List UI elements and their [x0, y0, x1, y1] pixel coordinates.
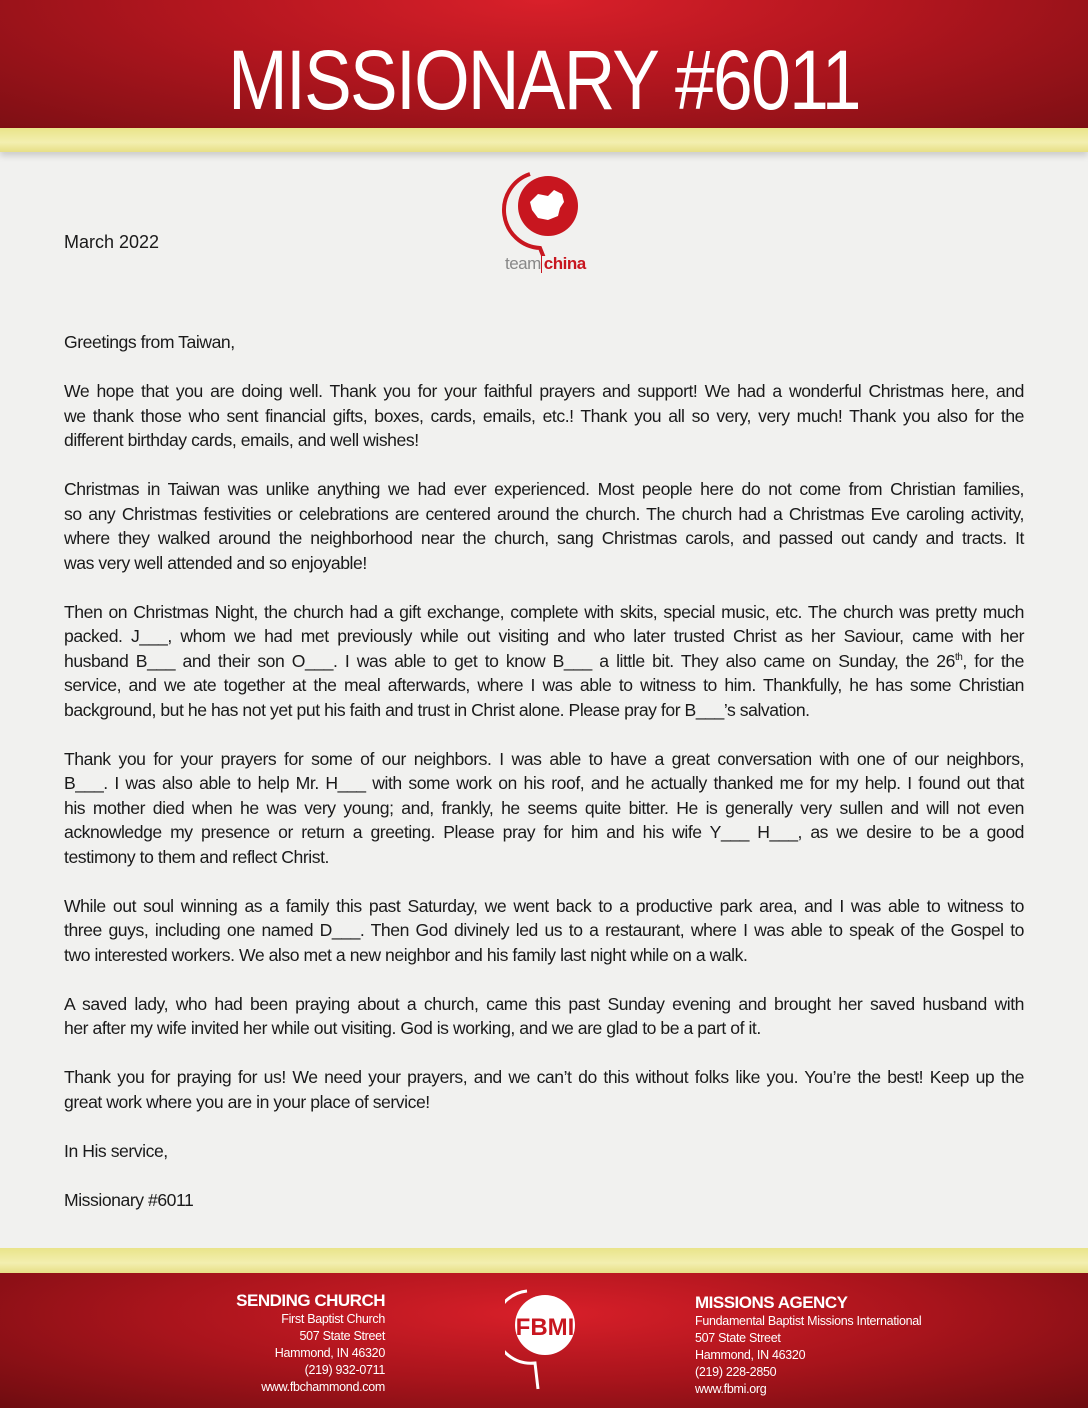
line-text: three guys, including one named D___. Then God divinely led us to a restaurant, where I was able to speak of the Gospel to [64, 920, 1024, 940]
text-line [64, 624, 1024, 649]
line-text: different birthday cards, emails, and well wishes! [64, 430, 419, 450]
line-text: testimony to them and reflect Christ. [64, 846, 329, 867]
line-text: Thank you for praying for us! We need your prayers, and we can’t do this without folks like you. You’re the best! Keep up the [64, 1067, 1024, 1087]
logo-team-text: team [505, 254, 541, 273]
sending-line: (219) 932-0711 [304, 1363, 385, 1377]
globe-pin-icon [500, 166, 592, 256]
line-text: great work where you are in your place of service! [64, 1091, 430, 1112]
missions-agency-heading: MISSIONS AGENCY [695, 1293, 848, 1312]
agency-line: 507 State Street [695, 1331, 781, 1345]
text-line [64, 477, 1024, 502]
line-text: A saved lady, who had been praying about a church, came this past Sunday evening and brought her saved husband with [64, 993, 1024, 1014]
text-line [64, 943, 1024, 968]
line-text: Thank you for your prayers for some of our neighbors. I was able to have a great conversation with one of our neighbors, [64, 748, 1024, 769]
sending-church-block [200, 1291, 385, 1396]
text-line [64, 673, 1024, 698]
sending-website: www.fbchammond.com [261, 1380, 385, 1394]
line-text: her after my wife invited her while out visiting. God is working, and we are glad to be a part of it. [64, 1018, 761, 1038]
text-line [64, 1090, 1024, 1115]
text-line [64, 796, 1024, 821]
text-line [64, 551, 1024, 576]
line-text: where they walked around the neighborhood near the church, sang Christmas carols, and passed out candy and tracts. It [64, 528, 1024, 548]
line-text: Christmas in Taiwan was unlike anything we had ever experienced. Most people here do not come from Christian families, [64, 479, 1024, 499]
line-text: his mother died when he was very young; and, frankly, he seems quite bitter. He is generally very sullen and will not even [64, 797, 1024, 818]
missions-agency-block [695, 1293, 955, 1398]
line-text: Greetings from Taiwan, [64, 332, 235, 352]
line-text: While out soul winning as a family this past Saturday, we went back to a productive park area, and I was able to witness to [64, 895, 1024, 916]
line-text: husband B___ and their son O___. I was able to get to know B___ a little bit. They also came on Sunday, the 26 [64, 650, 955, 671]
text-line [64, 1188, 1024, 1213]
text-line [64, 1016, 1024, 1041]
text-line [64, 1139, 1024, 1164]
paragraph [64, 1188, 1024, 1213]
text-line [64, 698, 1024, 723]
header-stripe [0, 128, 1088, 152]
line-text: background, but he has not yet put his faith and trust in Christ alone. Please pray for B___’s salvation. [64, 699, 810, 720]
line-text: Then on Christmas Night, the church had a gift exchange, complete with skits, special music, etc. The church was pretty much [64, 601, 1024, 622]
text-line [64, 330, 1024, 355]
paragraph [64, 747, 1024, 870]
text-line [64, 771, 1024, 796]
letter-body [64, 330, 1024, 1237]
paragraph [64, 1139, 1024, 1164]
sending-line: Hammond, IN 46320 [274, 1346, 385, 1360]
text-line [64, 894, 1024, 919]
line-text: two interested workers. We also met a new neighbor and his family last night while on a walk. [64, 944, 748, 965]
text-line [64, 747, 1024, 772]
paragraph [64, 1065, 1024, 1114]
superscript: th [954, 651, 963, 663]
line-text: B___. I was also able to help Mr. H___ with some work on his roof, and he actually thanked me for my help. I found out that [64, 773, 1024, 793]
text-line [64, 649, 1024, 674]
text-line [64, 428, 1024, 453]
text-line [64, 600, 1024, 625]
line-text: We hope that you are doing well. Thank you for your faithful prayers and support! We had a wonderful Christmas here, and [64, 381, 1024, 401]
text-line [64, 502, 1024, 527]
text-line [64, 1065, 1024, 1090]
letter-date: March 2022 [64, 232, 160, 252]
line-text: , for the [962, 650, 1024, 671]
line-text: was very well attended and so enjoyable! [64, 552, 367, 573]
text-line [64, 526, 1024, 551]
team-china-logo [500, 166, 592, 276]
agency-line: (219) 228-2850 [695, 1365, 777, 1379]
text-line [64, 992, 1024, 1017]
sending-line: 507 State Street [299, 1329, 385, 1343]
paragraph [64, 379, 1024, 453]
agency-line: Hammond, IN 46320 [695, 1348, 806, 1362]
text-line [64, 918, 1024, 943]
line-text: In His service, [64, 1140, 168, 1161]
line-text: packed. J___, whom we had met previously while out visiting and who later trusted Christ as her Saviour, came with her [64, 626, 1024, 646]
line-text: acknowledge my presence or return a greeting. Please pray for him and his wife Y___ H___, as we desire to be a good [64, 822, 1024, 842]
line-text: service, and we ate together at the meal afterwards, where I was able to witness to him. Thankfully, he has some Christian [64, 675, 1024, 695]
line-text: we thank those who sent financial gifts, boxes, cards, emails, etc.! Thank you all so very, very much! Thank you also for the [64, 405, 1024, 426]
logo-china-text: china [541, 254, 586, 273]
footer-stripe [0, 1248, 1088, 1273]
paragraph [64, 992, 1024, 1041]
agency-line: Fundamental Baptist Missions International [695, 1314, 922, 1328]
text-line [64, 404, 1024, 429]
paragraph [64, 894, 1024, 968]
paragraph [64, 600, 1024, 723]
text-line [64, 820, 1024, 845]
text-line [64, 845, 1024, 870]
fbmi-logo [505, 1285, 580, 1395]
paragraph [64, 477, 1024, 575]
agency-website: www.fbmi.org [695, 1382, 767, 1396]
page-title: MISSIONARY #6011 [228, 33, 860, 127]
line-text: Missionary #6011 [64, 1189, 194, 1210]
fbmi-logo-text: FBMI [515, 1314, 575, 1341]
header-banner [0, 0, 1088, 128]
line-text: so any Christmas festivities or celebrations are centered around the church. The church had a Christmas Eve caroling activity, [64, 503, 1024, 524]
sending-church-heading: SENDING CHURCH [236, 1291, 385, 1310]
fbmi-pin-icon [505, 1285, 580, 1395]
paragraph [64, 330, 1024, 355]
sending-line: First Baptist Church [281, 1312, 385, 1326]
text-line [64, 379, 1024, 404]
